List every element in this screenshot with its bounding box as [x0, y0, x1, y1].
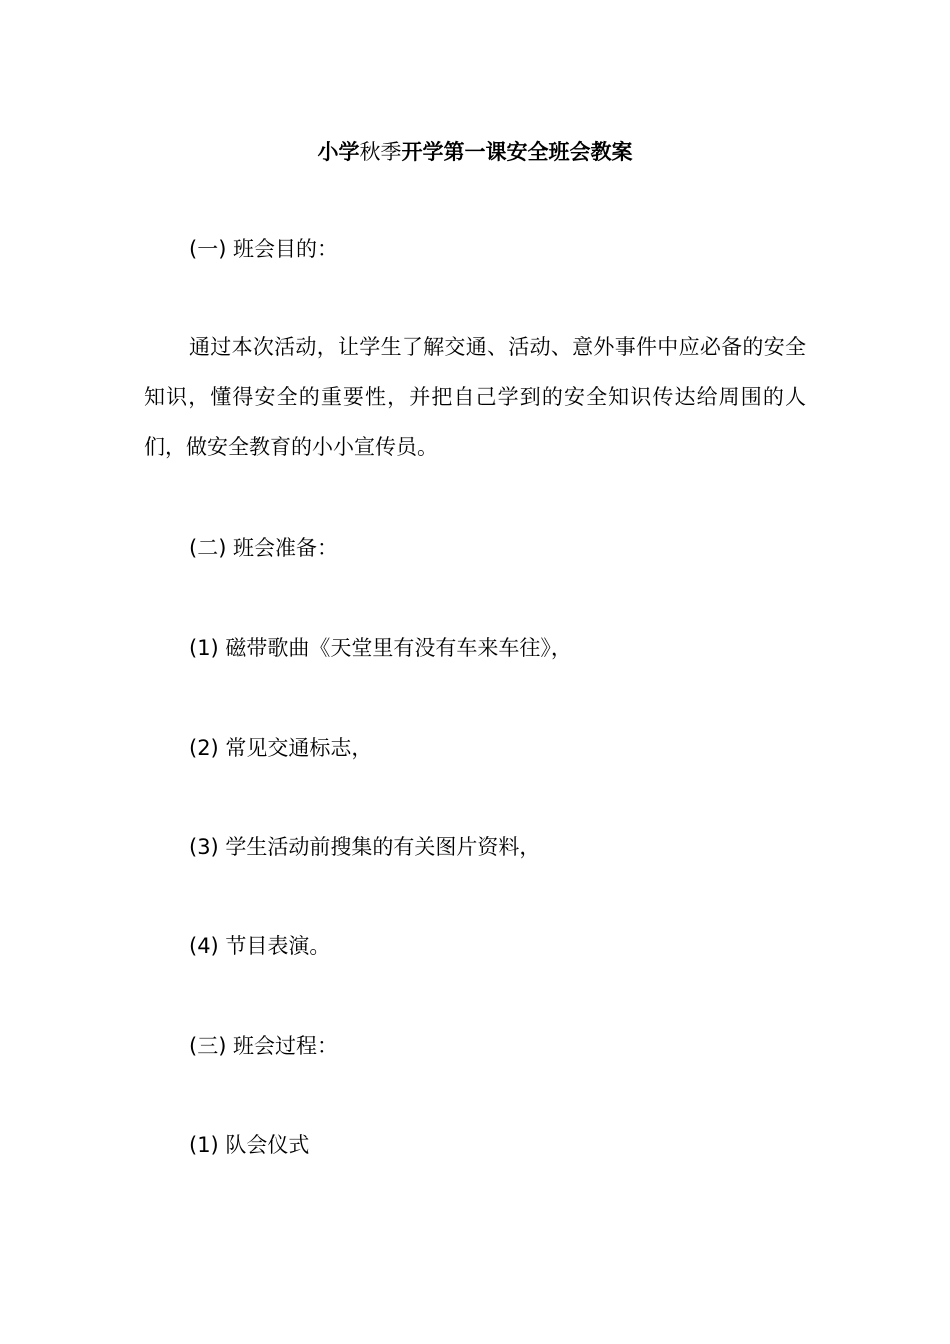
process-item-1: (1) 队会仪式 [189, 1133, 310, 1157]
goal-paragraph: 通过本次活动，让学生了解交通、活动、意外事件中应必备的安全知识，懂得安全的重要性，并把自己学到的安全知识传达给周围的人们，做安全教育的小小宣传员。 [144, 335, 806, 459]
prep-item-2: (2) 常见交通标志， [189, 736, 373, 760]
document-title [0, 135, 950, 169]
prep-item-4: (4) 节目表演。 [189, 934, 331, 958]
section-heading-process: (三) 班会过程： [189, 1034, 339, 1058]
title-part-3: 开学第一课安全班会教案 [401, 140, 633, 164]
prep-item-1: (1) 磁带歌曲《天堂里有没有车来车往》， [189, 636, 572, 660]
section-heading-goal: (一) 班会目的： [189, 237, 339, 261]
title-part-1: 小学 [317, 140, 360, 164]
prep-item-3: (3) 学生活动前搜集的有关图片资料， [189, 835, 541, 859]
section-heading-preparation: (二) 班会准备： [189, 536, 339, 560]
title-part-2: 秋季 [359, 140, 402, 164]
